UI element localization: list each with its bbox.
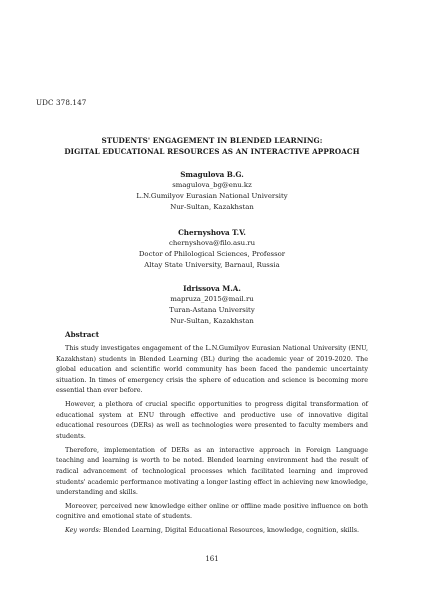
author-name: Chernyshova T.V.: [178, 228, 246, 237]
abstract-paragraph-1: This study investigates engagement of the L.N.Gumilyov Eurasian National University (ENU, Kazakhstan) students in Blended Learning (BL) during the academic year of 2019-2020. The global education and scientific world community has been faced the pandemic uncertainty situation. In times of emergency crisis the sphere of education and science is becoming more essential than ever before.: [56, 344, 368, 395]
udc-code: UDC 378.147: [36, 98, 87, 107]
abstract-paragraph-4: Moreover, perceived new knowledge either online or offline made positive influence on both cognitive and emotional state of students.: [56, 501, 368, 521]
author-email: mapruza_2015@mail.ru: [170, 295, 254, 303]
author-name: Idrissova M.A.: [183, 284, 241, 293]
title-line-2: DIGITAL EDUCATIONAL RESOURCES AS AN INTERACTIVE APPROACH: [64, 147, 360, 156]
keywords-label: Key words:: [65, 526, 101, 535]
abstract-heading: Abstract: [65, 330, 100, 339]
keywords-text: Blended Learning, Digital Educational Resources, knowledge, cognition, skills.: [102, 526, 360, 535]
author-affiliation: L.N.Gumilyov Eurasian National University: [136, 192, 288, 200]
page-number: 161: [205, 555, 219, 563]
author-email: smagulova_bg@enu.kz: [172, 181, 252, 189]
author-block-2: [0, 227, 424, 271]
author-location: Nur-Sultan, Kazakhstan: [170, 203, 254, 211]
author-email: chernyshova@filo.asu.ru: [168, 239, 256, 247]
title-line-1: STUDENTS' ENGAGEMENT IN BLENDED LEARNING:: [101, 136, 323, 145]
author-location: Altay State University, Barnaul, Russia: [144, 261, 280, 269]
author-block-3: [0, 283, 424, 327]
author-block-1: [0, 169, 424, 213]
author-affiliation: Doctor of Philological Sciences, Professor: [138, 250, 286, 258]
abstract-paragraph-3: Therefore, implementation of DERs as an interactive approach in Foreign Language teaching and learning is worth to be noted. Blended learning environment had the result of radical advancement of technological processes which facilitated learning and improved students' academic performance motivating a longer lasting effect in achieving new knowledge, understanding and skills.: [56, 445, 368, 497]
keywords-line: [56, 525, 368, 536]
abstract-paragraph-2: However, a plethora of crucial specific opportunities to progress digital transformation of educational system at ENU through effective and productive use of innovative digital educational resources (DERs) as well as technologies were presented to faculty members and students.: [56, 400, 368, 440]
author-affiliation: Turan-Astana University: [169, 306, 255, 314]
author-location: Nur-Sultan, Kazakhstan: [170, 317, 254, 325]
author-name: Smagulova B.G.: [180, 170, 244, 179]
abstract-body: [56, 343, 368, 539]
paper-title: [0, 135, 424, 157]
